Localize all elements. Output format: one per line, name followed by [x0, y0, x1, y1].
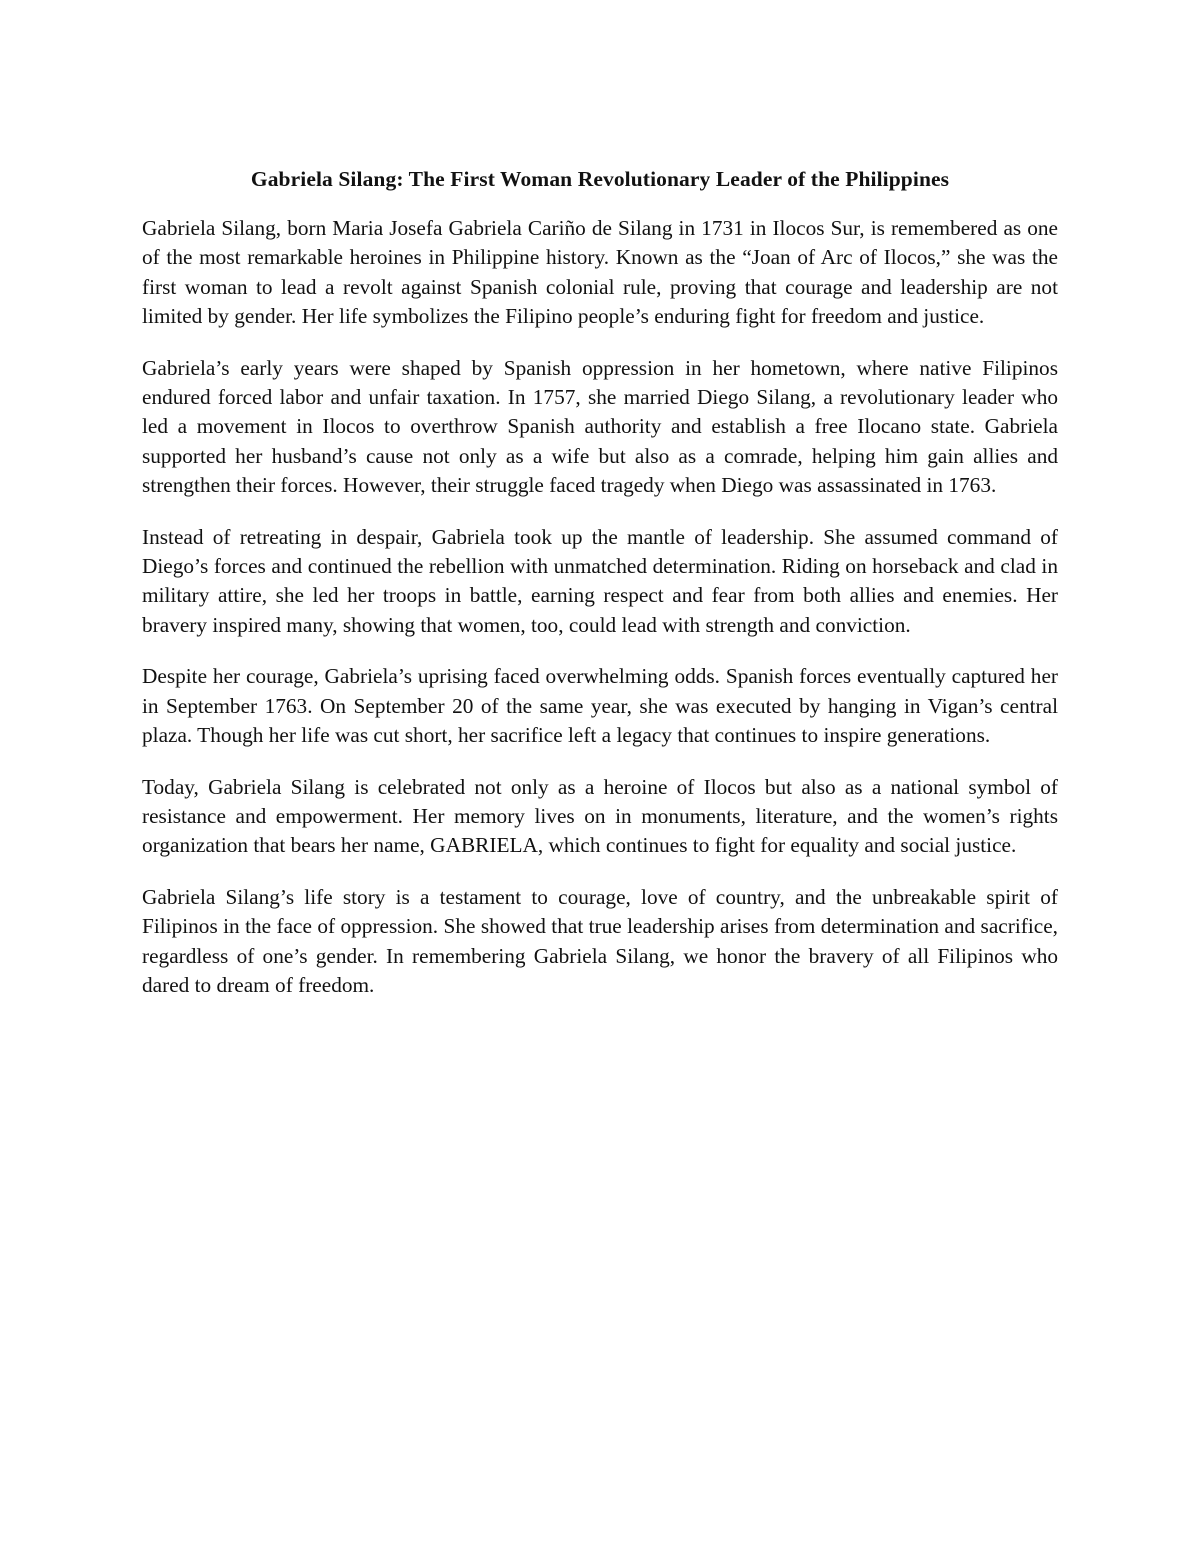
paragraph-capture: Despite her courage, Gabriela’s uprising faced overwhelming odds. Spanish forces eventually captured her in September 1763. On September 20 of the same year, she was executed by hanging in Vigan’s central plaza. Though her life was cut short, her sacrifice left a legacy that continues to inspire generations.: [142, 664, 1058, 748]
paragraph-intro: Gabriela Silang, born Maria Josefa Gabriela Cariño de Silang in 1731 in Ilocos Sur, is remembered as one of the most remarkable heroines in Philippine history. Known as the “Joan of Arc of Ilocos,” she was the first woman to lead a revolt against Spanish colonial rule, proving that courage and leadership are not limited by gender. Her life symbolizes the Filipino people’s enduring fight for freedom and justice.: [142, 216, 1058, 329]
paragraph-conclusion: Gabriela Silang’s life story is a testament to courage, love of country, and the unbreakable spirit of Filipinos in the face of oppression. She showed that true leadership arises from determination and sacrifice, regardless of one’s gender. In remembering Gabriela Silang, we honor the bravery of all Filipinos who dared to dream of freedom.: [142, 884, 1058, 997]
paragraph-legacy: Today, Gabriela Silang is celebrated not only as a heroine of Ilocos but also as a national symbol of resistance and empowerment. Her memory lives on in monuments, literature, and the women’s rights organization that bears her name, GABRIELA, which continues to fight for equality and social justice.: [142, 774, 1058, 858]
document-title: Gabriela Silang: The First Woman Revolutionary Leader of the Philippines: [250, 167, 950, 191]
paragraph-leadership: Instead of retreating in despair, Gabriela took up the mantle of leadership. She assumed command of Diego’s forces and continued the rebellion with unmatched determination. Riding on horseback and clad in military attire, she led her troops in battle, earning respect and fear from both allies and enemies. Her bravery inspired many, showing that women, too, could lead with strength and conviction.: [142, 524, 1058, 637]
paragraph-early-years: Gabriela’s early years were shaped by Spanish oppression in her hometown, where native Filipinos endured forced labor and unfair taxation. In 1757, she married Diego Silang, a revolutionary leader who led a movement in Ilocos to overthrow Spanish authority and establish a free Ilocano state. Gabriela supported her husband’s cause not only as a wife but also as a comrade, helping him gain allies and strengthen their forces. However, their struggle faced tragedy when Diego was assassinated in 1763.: [142, 355, 1058, 498]
